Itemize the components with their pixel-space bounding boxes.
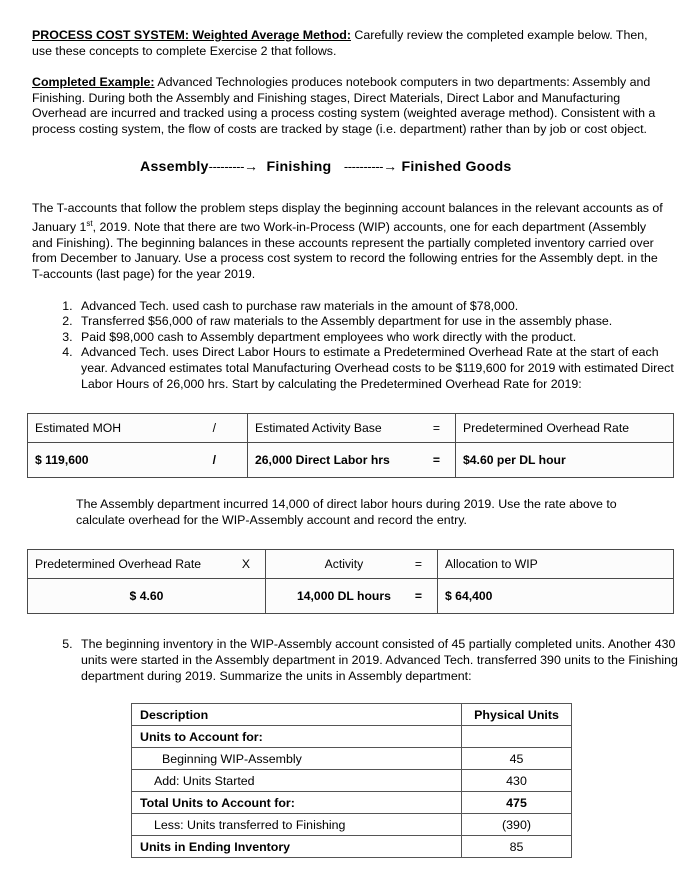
- completed-example-label: Completed Example:: [32, 75, 155, 90]
- poh-value-col2-operator: =: [432, 453, 440, 468]
- units-row-label-3: Total Units to Account for:: [132, 792, 462, 814]
- poh-header-col1-label: Estimated MOH: [35, 421, 122, 436]
- poh-value-activity-base: [248, 443, 456, 478]
- t-accounts-part2: , 2019. Note that there are two Work-in-Process (WIP) accounts, one for each department (Assembly and Finishing). The beginning balances in these accounts represent the partially completed inventory carried over from December to January. Use a process cost system to record the following entries for the Assembly dept. in the T-accounts (last page) for the year 2019.: [32, 220, 658, 282]
- alloc-header-activity: [266, 550, 438, 579]
- units-row-value-3: 475: [462, 792, 572, 814]
- allocation-table-wrap: [0, 549, 681, 614]
- poh-header-col2-label: Estimated Activity Base: [255, 421, 382, 436]
- units-row-label-5: Units in Ending Inventory: [132, 836, 462, 858]
- list-item: 2. Transferred $56,000 of raw materials to the Assembly department for use in the assembly phase.: [76, 314, 681, 330]
- flow-dashes-1: ---------: [208, 158, 245, 174]
- completed-example-block: [0, 75, 681, 137]
- alloc-value-allocation: $ 64,400: [438, 579, 674, 614]
- table-row: [28, 550, 674, 579]
- list-item: 1. Advanced Tech. used cash to purchase raw materials in the amount of $78,000.: [76, 299, 681, 315]
- units-row-label-2: Add: Units Started: [132, 770, 462, 792]
- units-row-label-0: Units to Account for:: [132, 726, 462, 748]
- units-header-description: Description: [132, 704, 462, 726]
- table-row: [28, 414, 674, 443]
- table-row: [28, 443, 674, 478]
- predetermined-overhead-rate-table-wrap: [0, 413, 681, 478]
- alloc-value-col2: 14,000 DL hours: [296, 589, 391, 604]
- assembly-hours-paragraph: The Assembly department incurred 14,000 of direct labor hours during 2019. Use the rate above to calculate overhead for the WIP-Assembly account and record the entry.: [76, 497, 617, 527]
- list-item: 5. The beginning inventory in the WIP-Assembly account consisted of 45 partially completed units. Another 430 units were started in the Assembly department in 2019. Advanced Tech. transferred 390 units to the Finishing department during 2019. Summarize the units in Assembly department:: [76, 637, 681, 684]
- numbered-steps-list: [0, 299, 681, 393]
- poh-value-col2: 26,000 Direct Labor hrs: [255, 453, 390, 468]
- t-accounts-part1: The T-accounts that follow the problem steps display the beginning account balances in the relevant accounts as of January 1: [32, 200, 663, 235]
- poh-header-col2-operator: =: [432, 421, 440, 436]
- completed-example-text: Advanced Technologies produces notebook computers in two departments: Assembly and Finishing. During both the Assembly and Finishing stages, Direct Materials, Direct Labor and Manufacturing Overhead are incurred and tracked using a process costing system (weighted average method). Consistent with a process costing system, the flow of costs are tracked by stage (i.e. department) rather than by job or cost object.: [32, 75, 656, 136]
- alloc-header-col2-operator: =: [414, 557, 422, 572]
- alloc-header-allocation: Allocation to WIP: [438, 550, 674, 579]
- t-accounts-paragraph: [32, 201, 669, 283]
- units-row-label-1: Beginning WIP-Assembly: [132, 748, 462, 770]
- predetermined-overhead-rate-table: [27, 413, 674, 478]
- table-row: [132, 770, 572, 792]
- alloc-value-activity: [266, 579, 438, 614]
- poh-value-col1-operator: /: [212, 453, 216, 468]
- alloc-header-col1-label: Predetermined Overhead Rate: [35, 557, 201, 572]
- flow-arrow-2-icon: →: [383, 157, 398, 174]
- flow-arrow-1-icon: →: [244, 157, 259, 174]
- list-item: 3. Paid $98,000 cash to Assembly department employees who work directly with the product.: [76, 330, 681, 346]
- alloc-header-col1-operator: X: [241, 557, 250, 572]
- step-5-list: [0, 637, 681, 684]
- units-summary-table-wrap: [0, 703, 681, 858]
- table-row: [28, 579, 674, 614]
- intro-paragraph-block: [0, 28, 681, 59]
- intro-title: PROCESS COST SYSTEM: Weighted Average Method:: [32, 28, 351, 42]
- units-summary-table: [131, 703, 572, 858]
- alloc-value-rate: $ 4.60: [28, 579, 266, 614]
- intro-paragraph: [32, 28, 669, 59]
- poh-value-rate: $4.60 per DL hour: [456, 443, 674, 478]
- allocation-to-wip-table: [27, 549, 674, 614]
- poh-header-rate: Predetermined Overhead Rate: [456, 414, 674, 443]
- intro-text: Carefully review the completed example below. Then, use these concepts to complete Exercise 2 that follows.: [32, 28, 648, 58]
- units-row-value-5: 85: [462, 836, 572, 858]
- table-row: [132, 726, 572, 748]
- units-row-value-0: [462, 726, 572, 748]
- flow-dashes-2: ----------: [343, 158, 384, 174]
- alloc-value-col2-operator: =: [414, 589, 422, 604]
- units-row-label-4: Less: Units transferred to Finishing: [132, 814, 462, 836]
- table-row: [132, 704, 572, 726]
- ordinal-suffix: st: [86, 219, 93, 229]
- flow-stage-finished-goods: Finished Goods: [401, 158, 512, 175]
- units-row-value-1: 45: [462, 748, 572, 770]
- table-row: [132, 792, 572, 814]
- flow-stage-assembly: Assembly: [140, 158, 209, 175]
- poh-header-activity-base: [248, 414, 456, 443]
- completed-example-paragraph: [32, 75, 669, 137]
- poh-header-estimated-moh: [28, 414, 248, 443]
- units-row-value-4: (390): [462, 814, 572, 836]
- units-header-physical-units: Physical Units: [462, 704, 572, 726]
- list-item: 4. Advanced Tech. uses Direct Labor Hours to estimate a Predetermined Overhead Rate at the start of each year. Advanced estimates total Manufacturing Overhead costs to be $119,600 for 2019 with estimated Direct Labor Hours of 26,000 hrs. Start by calculating the Predetermined Overhead Rate for 2019:: [76, 345, 681, 392]
- poh-header-col1-operator: /: [212, 421, 216, 436]
- table-row: [132, 814, 572, 836]
- flow-stage-finishing: Finishing: [266, 158, 332, 175]
- alloc-header-col2-label: Activity: [324, 557, 364, 572]
- t-accounts-paragraph-block: [0, 201, 681, 283]
- alloc-header-rate: [28, 550, 266, 579]
- table-row: [132, 748, 572, 770]
- units-row-value-2: 430: [462, 770, 572, 792]
- poh-value-estimated-moh: [28, 443, 248, 478]
- table-row: [132, 836, 572, 858]
- poh-value-col1: $ 119,600: [35, 453, 89, 468]
- process-flow-diagram: [0, 158, 681, 175]
